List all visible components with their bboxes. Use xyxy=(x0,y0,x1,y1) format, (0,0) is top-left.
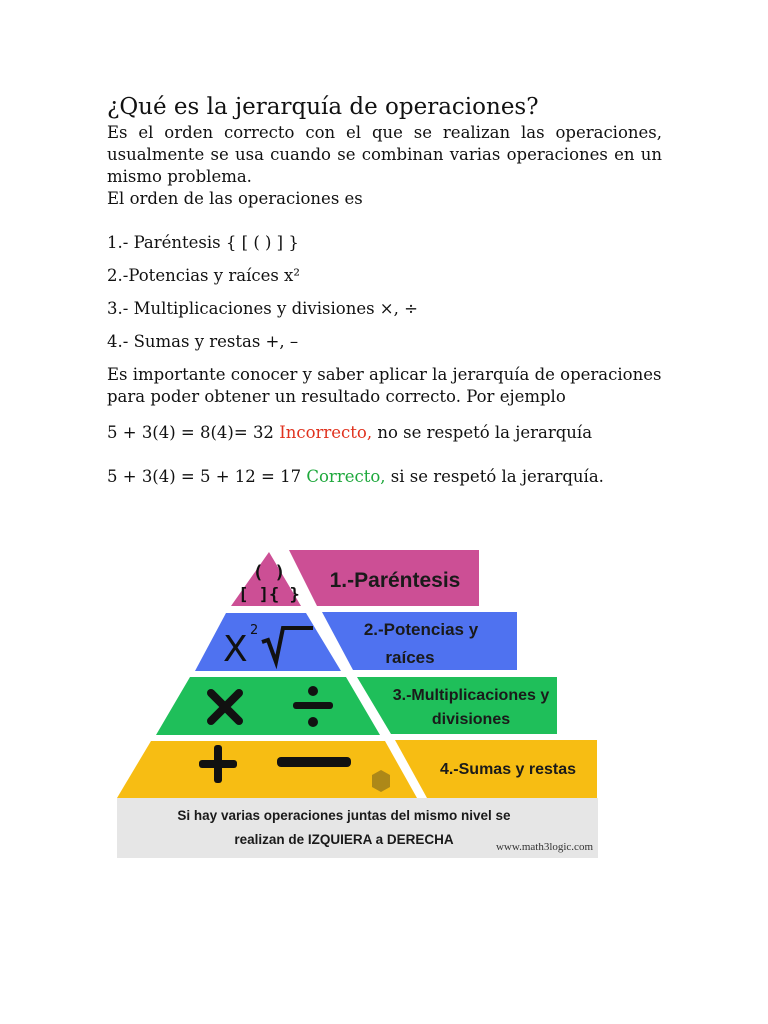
pyramid-graphic xyxy=(117,544,598,858)
level4-tier xyxy=(117,741,417,798)
order-intro: El orden de las operaciones es xyxy=(107,189,363,208)
example-wrong-rest: no se respetó la jerarquía xyxy=(372,423,593,442)
level3-tier xyxy=(156,677,380,735)
example-wrong-expr: 5 + 3(4) = 8(4)= 32 xyxy=(107,423,280,442)
pyramid-figure xyxy=(117,544,598,858)
power-exponent: 2 xyxy=(250,623,259,638)
list-item: 1.- Paréntesis { [ ( ) ] } xyxy=(107,233,299,252)
level2-label-line2: raíces xyxy=(385,648,435,667)
example-right-expr: 5 + 3(4) = 5 + 12 = 17 xyxy=(107,467,307,486)
watermark: www.math3logic.com xyxy=(495,841,593,853)
correct-label: Correcto, xyxy=(306,467,386,486)
parentheses-icon: ( ) xyxy=(252,562,286,583)
list-item: 2.-Potencias y raíces x² xyxy=(107,266,300,285)
level3-label-line1: 3.-Multiplicaciones y xyxy=(392,687,550,704)
page-title: ¿Qué es la jerarquía de operaciones? xyxy=(107,94,539,120)
power-x-icon: X xyxy=(223,629,248,670)
note-line1: Si hay varias operaciones juntas del mismo nivel se xyxy=(177,808,511,823)
operations-list xyxy=(107,232,662,353)
intro-paragraph: Es el orden correcto con el que se realizan las operaciones, usualmente se usa cuando se combinan varias operaciones en un mismo problema. xyxy=(107,123,662,186)
list-item: 4.- Sumas y restas +, – xyxy=(107,332,299,351)
document-page xyxy=(107,92,662,488)
examples xyxy=(107,422,662,488)
example-right-rest: si se respetó la jerarquía. xyxy=(385,467,604,486)
minus-icon xyxy=(277,757,351,767)
level4-label: 4.-Sumas y restas xyxy=(439,761,577,778)
example-right xyxy=(107,466,662,488)
level2-label-line1: 2.-Potencias y xyxy=(363,620,479,639)
level3-label-line2: divisiones xyxy=(431,711,511,728)
level1-label: 1.-Paréntesis xyxy=(329,569,461,592)
importance-paragraph: Es importante conocer y saber aplicar la jerarquía de operaciones para poder obtener un resultado correcto. Por ejemplo xyxy=(107,365,662,406)
example-wrong xyxy=(107,422,662,444)
note-line2: realizan de IZQUIERA a DERECHA xyxy=(234,832,454,847)
list-item: 3.- Multiplicaciones y divisiones ×, ÷ xyxy=(107,299,418,318)
incorrect-label: Incorrecto, xyxy=(279,423,373,442)
brackets-braces-icon: [ ]{ } xyxy=(238,585,300,605)
